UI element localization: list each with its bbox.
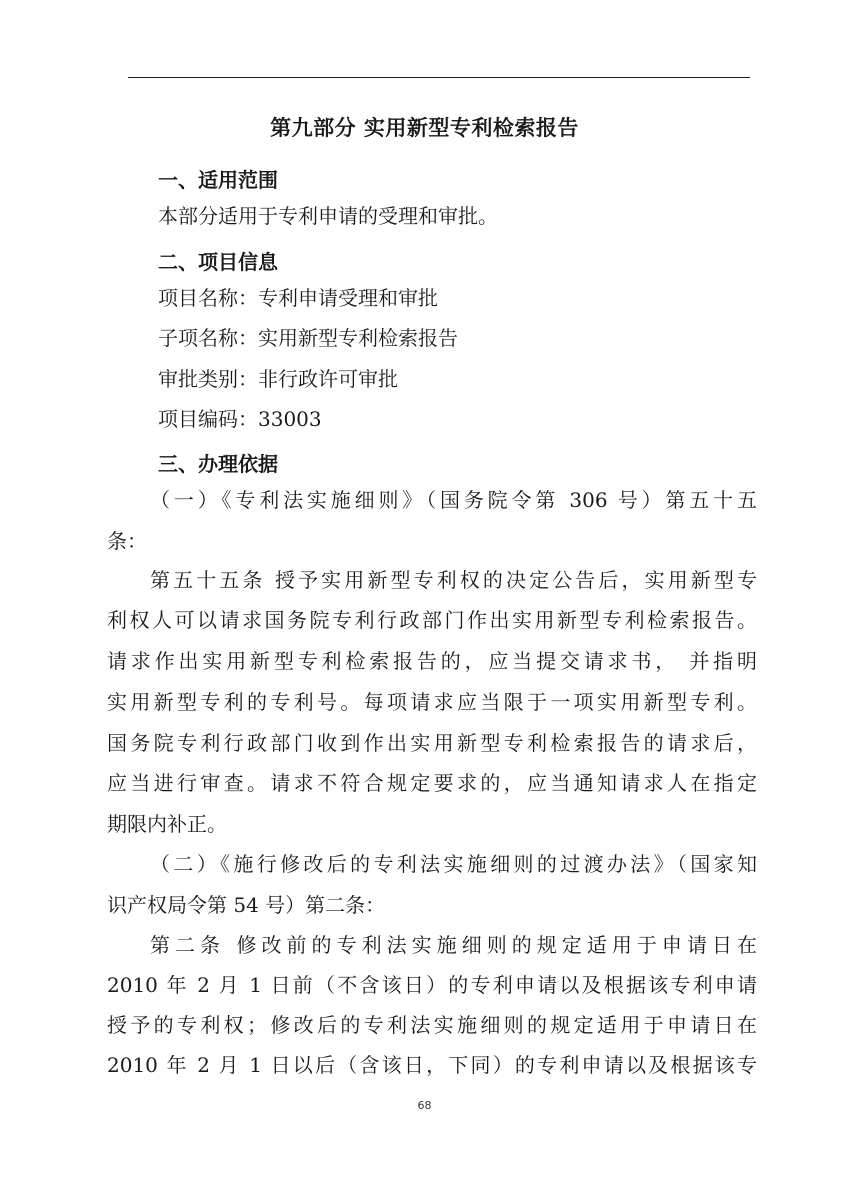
article55-line: 期限内补正。	[107, 812, 227, 836]
article55-line: 实用新型专利的专利号。每项请求应当限于一项实用新型专利。	[107, 690, 757, 714]
basis-item2-line: 识产权局令第 54 号）第二条：	[107, 893, 386, 917]
section-heading-basis: 三、办理依据	[158, 452, 278, 476]
article2-line: 第二条 修改前的专利法实施细则的规定适用于申请日在	[150, 933, 757, 957]
page-number: 68	[417, 1099, 432, 1112]
sub-item-name: 子项名称：实用新型专利检索报告	[158, 326, 458, 350]
article2-line: 2010 年 2 月 1 日以后（含该日，下同）的专利申请以及根据该专	[107, 1053, 757, 1077]
project-name: 项目名称：专利申请受理和审批	[158, 286, 438, 310]
header-rule	[128, 77, 750, 78]
article55-line: 国务院专利行政部门收到作出实用新型专利检索报告的请求后，	[107, 731, 757, 755]
basis-item1-line: 条：	[107, 529, 147, 553]
article55-line: 利权人可以请求国务院专利行政部门作出实用新型专利检索报告。	[107, 608, 757, 632]
article55-line: 请求作出实用新型专利检索报告的，应当提交请求书， 并指明	[107, 649, 757, 673]
basis-item1-line: （一）《专利法实施细则》（国务院令第 306 号）第五十五	[150, 488, 757, 512]
article55-line: 应当进行审查。请求不符合规定要求的，应当通知请求人在指定	[107, 771, 757, 795]
basis-item2-line: （二）《施行修改后的专利法实施细则的过渡办法》（国家知	[150, 852, 757, 876]
section-heading-project-info: 二、项目信息	[158, 250, 278, 274]
article2-line: 2010 年 2 月 1 日前（不含该日）的专利申请以及根据该专利申请	[107, 973, 757, 997]
approval-type: 审批类别：非行政许可审批	[158, 367, 398, 391]
section-heading-scope: 一、适用范围	[158, 168, 278, 192]
project-code: 项目编码：33003	[158, 407, 322, 431]
page-title: 第九部分 实用新型专利检索报告	[270, 116, 579, 140]
article55-line: 第五十五条 授予实用新型专利权的决定公告后，实用新型专	[150, 568, 757, 592]
article2-line: 授予的专利权；修改后的专利法实施细则的规定适用于申请日在	[107, 1013, 757, 1037]
scope-text: 本部分适用于专利申请的受理和审批。	[158, 204, 498, 228]
